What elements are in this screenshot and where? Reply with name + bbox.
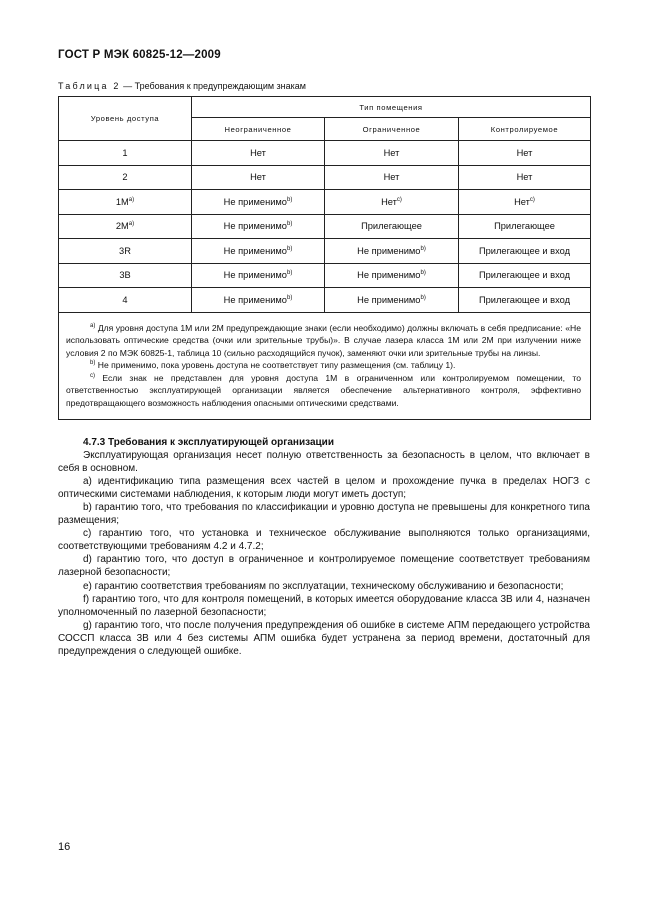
cell-controlled: Прилегающее и вход <box>459 263 591 288</box>
list-item: e) гарантию соответствия требованиям по эксплуатации, техническому обслуживанию и безопасности; <box>83 580 564 592</box>
cell-access-level: $2M^{a)}$ <box>59 214 192 239</box>
cell-controlled: Прилегающее и вход <box>459 239 591 264</box>
list-item: а) идентификацию типа размещения всех частей в целом и прохождение пучка в пределах НОГЗ с оптическими системами наблюдения, к которым люди могут иметь доступ; <box>58 476 590 501</box>
cell-access-level: 3B <box>59 263 192 288</box>
cell-unrestricted: Не применимо$^{b)}$ <box>192 263 325 288</box>
table-caption <box>58 81 306 91</box>
cell-restricted: Нет <box>325 141 459 166</box>
cell-access-level: $1M^{a)}$ <box>59 190 192 215</box>
table-row <box>59 214 591 239</box>
cell-access-level: 4 <box>59 288 192 313</box>
table-row <box>59 263 591 288</box>
cell-unrestricted: Нет <box>192 165 325 190</box>
header-unrestricted: Неограниченное <box>192 118 325 141</box>
document-header: ГОСТ Р МЭК 60825-12—2009 <box>58 49 221 61</box>
cell-restricted: Нет <box>325 165 459 190</box>
cell-controlled: Прилегающее <box>459 214 591 239</box>
cell-restricted: Прилегающее <box>325 214 459 239</box>
cell-access-level: 2 <box>59 165 192 190</box>
cell-unrestricted: Не применимо$^{b)}$ <box>192 190 325 215</box>
list-item: b) гарантию того, что требования по классификации и уровню доступа не превышены для конкретного типа размещения; <box>58 502 590 527</box>
table-row <box>59 288 591 313</box>
table-notes <box>59 312 591 419</box>
header-access-level: Уровень доступа <box>59 97 192 141</box>
cell-restricted: Не применимо$^{b)}$ <box>325 239 459 264</box>
table-caption-prefix: Таблица 2 <box>58 81 121 91</box>
section-intro: Эксплуатирующая организация несет полную ответственность за безопасность в целом, что включает в себя в основном. <box>58 450 590 475</box>
cell-restricted: Нет$^{c)}$ <box>325 190 459 215</box>
cell-restricted: Не применимо$^{b)}$ <box>325 288 459 313</box>
list-item: c) гарантию того, что установка и техническое обслуживание выполняются только организациями, соответствующими требованиям 4.2 и 4.7.2; <box>58 528 590 553</box>
cell-controlled: Нет <box>459 165 591 190</box>
header-controlled: Контролируемое <box>459 118 591 141</box>
table-row <box>59 190 591 215</box>
cell-unrestricted: Не применимо$^{b)}$ <box>192 214 325 239</box>
table-row <box>59 141 591 166</box>
table-row <box>59 165 591 190</box>
table-note: $^{b)}$ Не применимо, пока уровень доступа не соответствует типу размещения (см. таблицу 1). <box>90 360 456 371</box>
cell-unrestricted: Нет <box>192 141 325 166</box>
warning-signs-table <box>58 96 591 420</box>
cell-controlled: Нет$^{c)}$ <box>459 190 591 215</box>
section-heading: 4.7.3 Требования к эксплуатирующей организации <box>83 437 334 448</box>
table-row <box>59 239 591 264</box>
table-note: $^{c)}$ Если знак не представлен для уровня доступа 1M в ограниченном или контролируемом помещении, то ответственностью эксплуатирующей организации является обеспечение альтернативного контроля, эффективно предотвращающего возможность наблюдения опасными оптическими средствами. <box>66 372 582 409</box>
table-caption-text: — Требования к предупреждающим знакам <box>120 81 306 91</box>
cell-restricted: Не применимо$^{b)}$ <box>325 263 459 288</box>
list-item: f) гарантию того, что для контроля помещений, в которых имеется оборудование класса 3В или 4, назначен уполномоченный по лазерной безопасности; <box>58 593 590 618</box>
cell-access-level: 3R <box>59 239 192 264</box>
page-number: 16 <box>58 841 71 853</box>
list-item: d) гарантию того, что доступ в ограниченное и контролируемое помещение соответствует требованиям лазерной безопасности; <box>58 554 590 579</box>
table-note: $^{a)}$ Для уровня доступа 1M или 2M предупреждающие знаки (если необходимо) должны включать в себя предписание: «Не использовать оптические средства (очки или зрительные трубы)». В случае лазера класса 1M или 2M при излучении ниже условия 2 по МЭК 60825-1, таблица 10 (сильно расходящийся пучок), заменяют очки или зрительные трубы на линзы. <box>66 322 582 358</box>
header-restricted: Ограниченное <box>325 118 459 141</box>
cell-controlled: Прилегающее и вход <box>459 288 591 313</box>
cell-controlled: Нет <box>459 141 591 166</box>
cell-access-level: 1 <box>59 141 192 166</box>
cell-unrestricted: Не применимо$^{b)}$ <box>192 239 325 264</box>
section-4-7-3 <box>58 436 590 658</box>
header-room-type: Тип помещения <box>192 97 591 118</box>
list-item: g) гарантию того, что после получения предупреждения об ошибке в системе АПМ передающего устройства СОССП класса 3В или 4 без системы АПМ ошибка будет устранена за период времени, достаточный для предупреждения о следующей ошибке. <box>58 619 590 657</box>
cell-unrestricted: Не применимо$^{b)}$ <box>192 288 325 313</box>
